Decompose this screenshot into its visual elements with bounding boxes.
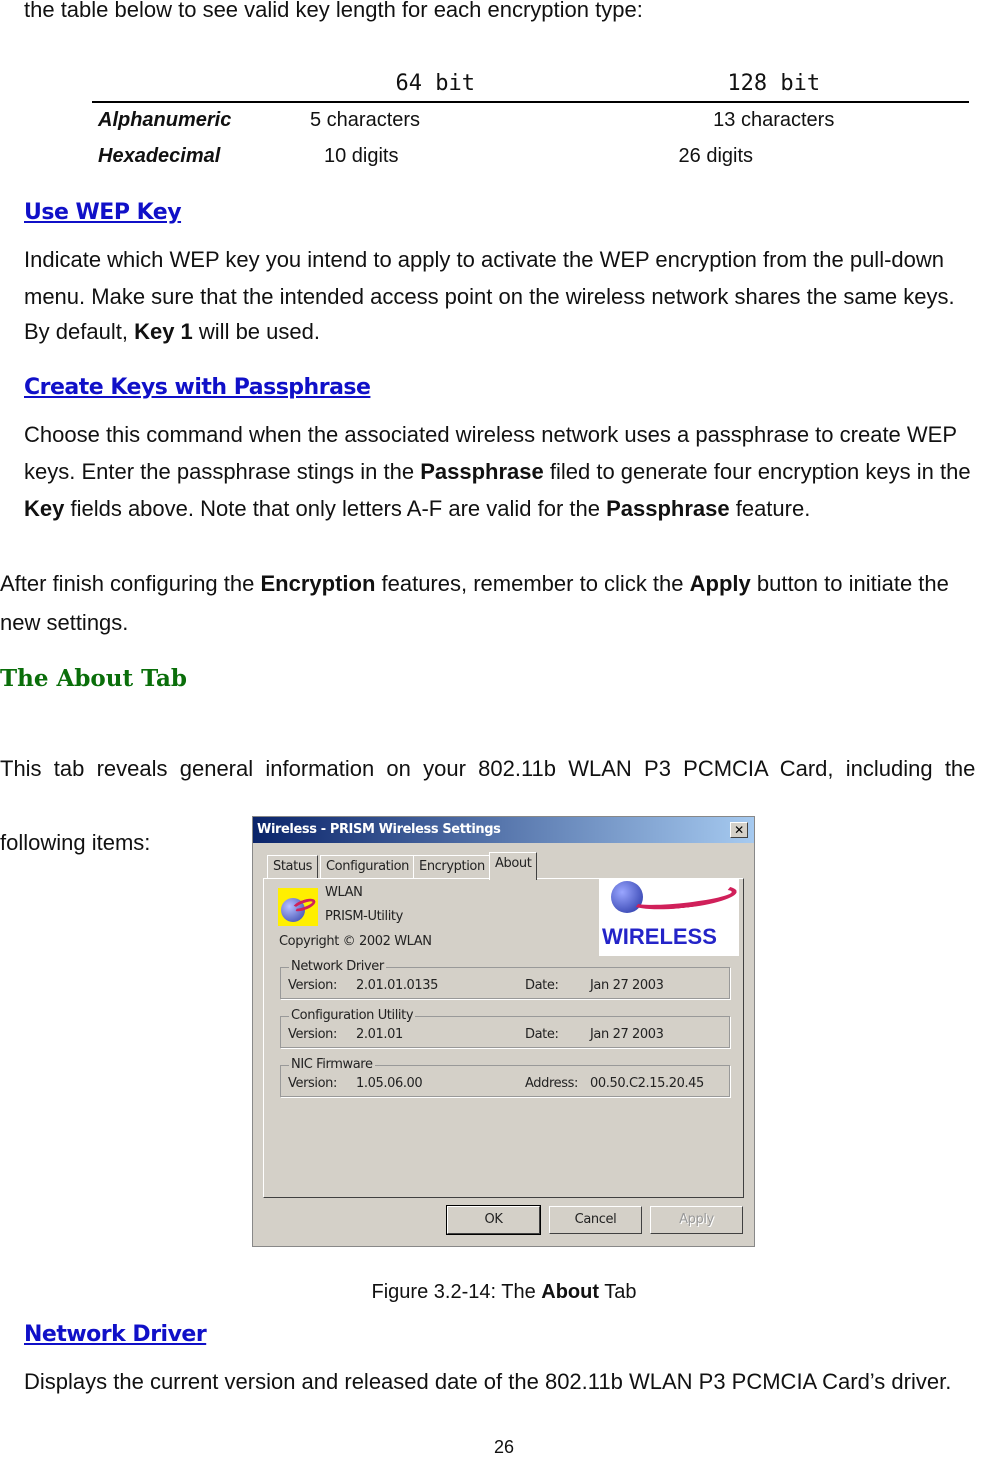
heading-use-wep-key: Use WEP Key: [24, 200, 182, 225]
after-text: After finish configuring the Encryption features, remember to click the Apply button to initiate the new settings.: [0, 571, 949, 635]
apply-button[interactable]: Apply: [650, 1206, 743, 1234]
header-128: 128 bit: [579, 66, 969, 102]
header-64: 64 bit: [292, 66, 579, 102]
heading-passphrase: Create Keys with Passphrase: [24, 375, 371, 400]
group-network-driver: Network Driver Version: 2.01.01.0135 Date: Jan 27 2003: [280, 967, 730, 999]
tab-status[interactable]: Status: [267, 855, 318, 879]
app-icon: [278, 888, 318, 926]
tab-configuration[interactable]: Configuration: [320, 855, 415, 879]
network-driver-text: Displays the current version and released date of the 802.11b WLAN P3 PCMCIA Card’s driver.: [24, 1369, 952, 1394]
tab-encryption[interactable]: Encryption: [413, 855, 491, 879]
product-name: WLAN: [325, 885, 363, 900]
wireless-logo: WIRELESS: [599, 878, 739, 956]
about-panel: [263, 878, 744, 1198]
heading-network-driver: Network Driver: [24, 1322, 207, 1347]
tab-about[interactable]: About: [489, 852, 537, 880]
about-text: This tab reveals general information on your 802.11b WLAN P3 PCMCIA Card, including the following items:: [0, 756, 976, 855]
utility-name: PRISM-Utility: [325, 909, 403, 924]
cancel-button[interactable]: Cancel: [549, 1206, 642, 1234]
ok-button[interactable]: OK: [447, 1206, 540, 1234]
close-button[interactable]: ✕: [730, 822, 748, 838]
page-number: 26: [493, 1437, 515, 1457]
passphrase-text: Choose this command when the associated wireless network uses a passphrase to create WEP keys. Enter the passphrase stings in the Passphrase filed to generate four encryption keys in the Key fields above. Note that only letters A-F are valid for the Passphrase feature.: [24, 422, 971, 521]
heading-about-tab: The About Tab: [0, 665, 187, 692]
use-wep-text: Indicate which WEP key you intend to apply to activate the WEP encryption from the pull-down menu. Make sure that the intended access point on the wireless network shares the same keys. By default, Key 1 will be used.: [24, 247, 955, 344]
figure-caption: Figure 3.2-14: The About Tab: [371, 1281, 637, 1303]
key-length-table: [92, 66, 969, 174]
settings-dialog: [252, 816, 755, 1247]
intro-text: the table below to see valid key length for each encryption type:: [24, 0, 643, 22]
dialog-title: Wireless - PRISM Wireless Settings: [253, 817, 754, 843]
group-nic-firmware: NIC Firmware Version: 1.05.06.00 Address: 00.50.C2.15.20.45: [280, 1065, 730, 1097]
table-header-row: [92, 66, 969, 102]
table-row: Alphanumeric 5 characters 13 characters: [98, 109, 835, 131]
table-row: Hexadecimal 10 digits 26 digits: [98, 144, 754, 167]
group-configuration-utility: Configuration Utility Version: 2.01.01 Date: Jan 27 2003: [280, 1016, 730, 1048]
copyright: Copyright © 2002 WLAN: [279, 934, 432, 949]
